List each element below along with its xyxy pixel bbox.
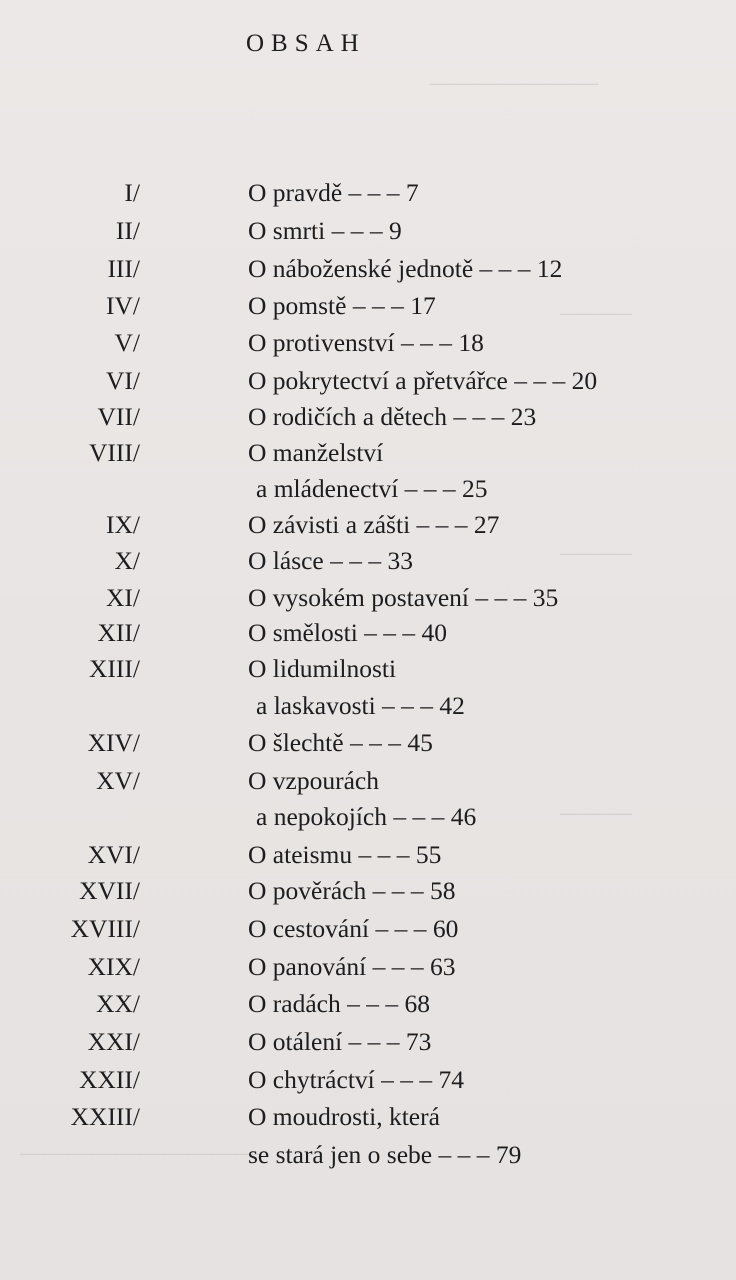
chapter-title: O panování – – – 63: [248, 952, 456, 981]
chapter-title: O vzpourách: [248, 766, 379, 795]
chapter-title-continuation: se stará jen o sebe – – – 79: [248, 1140, 522, 1169]
toc-entry: [0, 724, 736, 762]
chapter-numeral: VI/: [106, 366, 140, 395]
toc-entry: [0, 762, 736, 800]
toc-entry: [0, 910, 736, 948]
toc-entry: [0, 250, 736, 288]
chapter-numeral: XIV/: [87, 728, 140, 757]
toc-entry-continuation: [0, 470, 736, 508]
toc-entry: [0, 579, 736, 617]
chapter-numeral: V/: [114, 328, 140, 357]
chapter-numeral: II/: [115, 216, 140, 245]
chapter-numeral: XVII/: [79, 876, 140, 905]
chapter-title: O lidumilnosti: [248, 654, 397, 683]
chapter-title: O lásce – – – 33: [248, 546, 414, 575]
chapter-title: O moudrosti, která: [248, 1102, 440, 1131]
chapter-numeral: XXII/: [79, 1065, 140, 1094]
chapter-title: O pokrytectví a přetvářce – – – 20: [248, 366, 598, 395]
toc-entry: [0, 1061, 736, 1099]
chapter-title: O smrti – – – 9: [248, 216, 402, 245]
chapter-numeral: XIII/: [89, 654, 140, 683]
bleed-through-decoration: ——————————: [20, 1140, 260, 1166]
toc-entry-continuation: [0, 798, 736, 836]
chapter-title-continuation: a laskavosti – – – 42: [256, 691, 465, 720]
chapter-numeral: VIII/: [89, 438, 140, 467]
chapter-title: O pověrách – – – 58: [248, 876, 456, 905]
bleed-through-decoration: ———: [560, 300, 632, 326]
toc-entry: [0, 650, 736, 688]
toc-entry: [0, 174, 736, 212]
chapter-numeral: XI/: [106, 583, 140, 612]
toc-entry-continuation: [0, 687, 736, 725]
chapter-title: O otálení – – – 73: [248, 1027, 432, 1056]
toc-entry: [0, 362, 736, 400]
toc-entry: [0, 836, 736, 874]
chapter-numeral: XXI/: [87, 1027, 140, 1056]
toc-entry: [0, 434, 736, 472]
bleed-through-decoration: ———: [560, 800, 632, 826]
page-title: OBSAH: [246, 30, 366, 57]
chapter-numeral: XII/: [97, 618, 140, 647]
chapter-numeral: XXIII/: [70, 1102, 140, 1131]
chapter-title: O vysokém postavení – – – 35: [248, 583, 559, 612]
toc-entry: [0, 212, 736, 250]
chapter-title: O náboženské jednotě – – – 12: [248, 254, 563, 283]
chapter-numeral: XX/: [96, 989, 140, 1018]
chapter-title: O protivenství – – – 18: [248, 328, 484, 357]
toc-entry: [0, 872, 736, 910]
chapter-numeral: XVI/: [87, 840, 140, 869]
chapter-numeral: IV/: [106, 291, 140, 320]
toc-entry: [0, 506, 736, 544]
toc-entry: [0, 542, 736, 580]
chapter-title: O chytráctví – – – 74: [248, 1065, 464, 1094]
chapter-numeral: VII/: [97, 402, 140, 431]
toc-entry: [0, 324, 736, 362]
chapter-numeral: III/: [107, 254, 140, 283]
chapter-numeral: X/: [114, 546, 140, 575]
chapter-numeral: IX/: [106, 510, 140, 539]
chapter-title: O pravdě – – – 7: [248, 178, 419, 207]
chapter-title: O rodičích a dětech – – – 23: [248, 402, 537, 431]
chapter-title-continuation: a mládenectví – – – 25: [256, 474, 488, 503]
toc-entry: [0, 1098, 736, 1136]
toc-entry-continuation: [0, 1136, 736, 1174]
bleed-through-decoration: ———————: [430, 70, 598, 96]
chapter-title: O manželství: [248, 438, 384, 467]
chapter-numeral: I/: [124, 178, 140, 207]
bleed-through-decoration: ———: [560, 540, 632, 566]
toc-entry: [0, 287, 736, 325]
chapter-numeral: XIX/: [87, 952, 140, 981]
chapter-title-continuation: a nepokojích – – – 46: [256, 802, 477, 831]
chapter-title: O ateismu – – – 55: [248, 840, 442, 869]
chapter-title: O pomstě – – – 17: [248, 291, 436, 320]
chapter-title: O závisti a zášti – – – 27: [248, 510, 500, 539]
chapter-title: O radách – – – 68: [248, 989, 430, 1018]
chapter-title: O cestování – – – 60: [248, 914, 459, 943]
toc-entry: [0, 985, 736, 1023]
toc-entry: [0, 614, 736, 652]
chapter-title: O šlechtě – – – 45: [248, 728, 433, 757]
chapter-title: O smělosti – – – 40: [248, 618, 448, 647]
chapter-numeral: XVIII/: [70, 914, 140, 943]
toc-entry: [0, 948, 736, 986]
chapter-numeral: XV/: [96, 766, 140, 795]
toc-entry: [0, 1023, 736, 1061]
toc-entry: [0, 398, 736, 436]
